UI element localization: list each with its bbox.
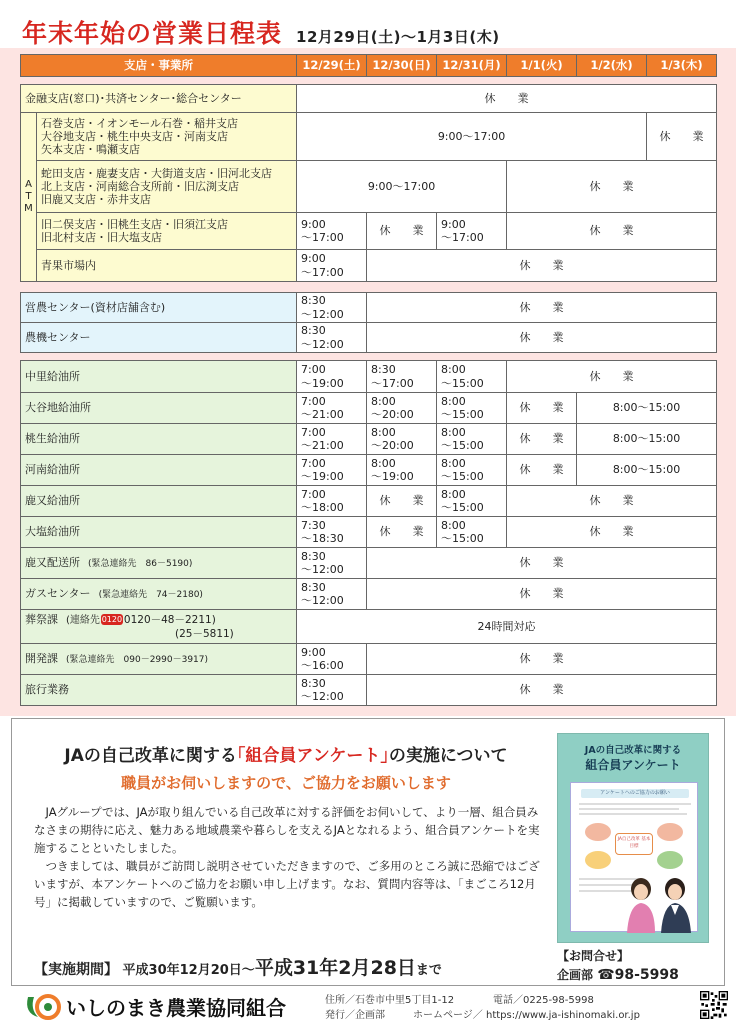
survey-poster-image: JAの自己改革に関する 組合員アンケート アンケートへのご協力のお願い JA自己改革 基本目標 <box>557 733 709 943</box>
row-oshio-closed2: 休 業 <box>507 517 717 548</box>
survey-title: JAの自己改革に関する｢組合員アンケート｣の実施について <box>64 746 508 766</box>
row-kanan-h1: 7:00 ～19:00 <box>297 455 367 486</box>
row-nakasato-closed: 休 業 <box>507 361 717 393</box>
row-oyachi-h56: 8:00～15:00 <box>577 393 717 424</box>
gas-contact: (緊急連絡先 74－2180) <box>98 590 203 601</box>
row-nakasato-name: 中里給油所 <box>21 361 297 393</box>
row-atm1-name: 石巻支店・イオンモール石巻・稲井支店 大谷地支店・桃生中央支店・河南支店 矢本支店・鳴瀬支店 <box>37 113 297 161</box>
homepage-link[interactable]: ホームページ／ https://www.ja-ishinomaki.or.jp <box>413 1010 640 1021</box>
row-kinyu-closed: 休 業 <box>297 85 717 113</box>
row-monou-h2: 8:00 ～20:00 <box>367 424 437 455</box>
survey-notice <box>11 718 725 986</box>
row-atm1-hours: 9:00～17:00 <box>297 113 647 161</box>
row-aomono-h1: 9:00 ～17:00 <box>297 250 367 282</box>
station-table <box>20 360 717 706</box>
period-text: 12月29日(土)～1月3日(木) <box>296 28 500 46</box>
row-kanomata-h1: 7:00 ～18:00 <box>297 486 367 517</box>
footer <box>0 988 736 1024</box>
row-gas-closed: 休 業 <box>367 579 717 610</box>
people-illustration <box>619 875 699 933</box>
row-kanomata-name: 鹿又給油所 <box>21 486 297 517</box>
row-nouki-h1: 8:30 ～12:00 <box>297 323 367 353</box>
row-nouki-name: 農機センター <box>21 323 297 353</box>
schedule-header <box>20 54 717 77</box>
col-header-1230: 12/30(日) <box>367 55 437 77</box>
row-oyachi-h2: 8:00 ～20:00 <box>367 393 437 424</box>
row-atm3-h3: 9:00 ～17:00 <box>437 213 507 250</box>
col-header-1231: 12/31(月) <box>437 55 507 77</box>
survey-para-1: JAグループでは、JAが取り組んでいる自己改革に対する評価をお伺いして、より一層、組合員みなさまの期待に応え、魅力ある地域農業や暮らしを支えるJAとなれるよう、組合員アンケートを実施することといたしました。 <box>34 805 540 855</box>
survey-period: 【実施期間】 平成30年12月20日～平成31年2月28日まで <box>34 957 442 979</box>
row-nakasato-h2: 8:30 ～17:00 <box>367 361 437 393</box>
row-einou-name: 営農センター(資材店舗含む) <box>21 293 297 323</box>
row-kanan-name: 河南給油所 <box>21 455 297 486</box>
survey-para-2: つきましては、職員がご訪問し説明させていただきますので、ご多用のところ誠に恐縮ではございますが、本アンケートへのご協力をお願い申し上げます。なお、質問内容等は、「まごころ12月号」に掲載していますので、ご覧願います。 <box>34 859 540 909</box>
row-haisou-name: 鹿又配送所 (緊急連絡先 86－5190) <box>21 548 297 579</box>
row-aomono-closed: 休 業 <box>367 250 717 282</box>
col-header-branch: 支店・事業所 <box>21 55 297 77</box>
row-monou-name: 桃生給油所 <box>21 424 297 455</box>
row-oshio-h1: 7:30 ～18:30 <box>297 517 367 548</box>
haisou-contact: (緊急連絡先 86－5190) <box>88 559 193 570</box>
row-oyachi-h1: 7:00 ～21:00 <box>297 393 367 424</box>
row-sousai-all: 24時間対応 <box>297 610 717 644</box>
row-oyachi-name: 大谷地給油所 <box>21 393 297 424</box>
col-header-0102: 1/2(水) <box>577 55 647 77</box>
footer-address: 住所／石巻市中里5丁目1-12 電話／0225-98-5998 発行／企画部 ホームページ／ https://www.ja-ishinomaki.or.jp <box>325 995 640 1021</box>
org-name: いしのまき農業協同組合 <box>66 995 286 1020</box>
row-nouki-closed: 休 業 <box>367 323 717 353</box>
freedial-icon: 0120 <box>101 615 123 625</box>
atm-label: A T M <box>21 113 37 282</box>
row-aomono-name: 青果市場内 <box>37 250 297 282</box>
row-atm2-name: 蛇田支店・鹿妻支店・大街道支店・旧河北支店 北上支店・河南総合支所前・旧広渕支店 旧鹿又支店・赤井支店 <box>37 161 297 213</box>
row-gas-h1: 8:30 ～12:00 <box>297 579 367 610</box>
row-einou-h1: 8:30 ～12:00 <box>297 293 367 323</box>
row-monou-h1: 7:00 ～21:00 <box>297 424 367 455</box>
row-kanomata-closed1: 休 業 <box>367 486 437 517</box>
row-kaihatsu-closed: 休 業 <box>367 644 717 675</box>
row-kanomata-h3: 8:00 ～15:00 <box>437 486 507 517</box>
survey-subtitle: 職員がお伺いしますので、ご協力をお願いします <box>121 774 451 792</box>
row-einou-closed: 休 業 <box>367 293 717 323</box>
ja-logo-icon <box>22 991 62 1021</box>
row-oshio-h3: 8:00 ～15:00 <box>437 517 507 548</box>
row-monou-h3: 8:00 ～15:00 <box>437 424 507 455</box>
row-ryokou-name: 旅行業務 <box>21 675 297 706</box>
row-kanan-closed: 休 業 <box>507 455 577 486</box>
finance-table <box>20 84 717 282</box>
row-atm3-name: 旧二俣支店・旧桃生支店・旧須江支店 旧北村支店・旧大塩支店 <box>37 213 297 250</box>
row-gas-name: ガスセンター (緊急連絡先 74－2180) <box>21 579 297 610</box>
row-atm3-closed2: 休 業 <box>507 213 717 250</box>
row-kanomata-closed2: 休 業 <box>507 486 717 517</box>
row-haisou-h1: 8:30 ～12:00 <box>297 548 367 579</box>
row-monou-closed: 休 業 <box>507 424 577 455</box>
survey-body <box>34 803 548 911</box>
inquiry-label: 【お問合せ】 <box>557 949 630 963</box>
row-monou-h56: 8:00～15:00 <box>577 424 717 455</box>
row-atm3-closed1: 休 業 <box>367 213 437 250</box>
inquiry-dept: 企画部 <box>557 968 594 982</box>
row-oshio-closed1: 休 業 <box>367 517 437 548</box>
row-nakasato-h1: 7:00 ～19:00 <box>297 361 367 393</box>
row-ryokou-h1: 8:30 ～12:00 <box>297 675 367 706</box>
qr-code-icon <box>700 991 728 1019</box>
row-atm3-h1: 9:00 ～17:00 <box>297 213 367 250</box>
row-ryokou-closed: 休 業 <box>367 675 717 706</box>
row-atm1-closed: 休 業 <box>647 113 717 161</box>
row-atm2-closed: 休 業 <box>507 161 717 213</box>
page-title: 年末年始の営業日程表 <box>22 19 283 48</box>
col-header-0103: 1/3(木) <box>647 55 717 77</box>
kaihatsu-contact: (緊急連絡先 090－2990－3917) <box>66 655 209 666</box>
row-kaihatsu-name: 開発課 (緊急連絡先 090－2990－3917) <box>21 644 297 675</box>
col-header-1229: 12/29(土) <box>297 55 367 77</box>
row-kanan-h3: 8:00 ～15:00 <box>437 455 507 486</box>
row-haisou-closed: 休 業 <box>367 548 717 579</box>
row-kaihatsu-h1: 9:00 ～16:00 <box>297 644 367 675</box>
row-oshio-name: 大塩給油所 <box>21 517 297 548</box>
col-header-0101: 1/1(火) <box>507 55 577 77</box>
ja-logo <box>22 991 286 1021</box>
inquiry-tel: ☎98-5998 <box>597 967 679 983</box>
row-kinyu-name: 金融支店(窓口)･共済センター･総合センター <box>21 85 297 113</box>
inquiry-info <box>557 947 679 983</box>
row-sousai-name: 葬祭課 (連絡先 0120 0120－48－2211) (25－5811) <box>21 610 297 644</box>
row-oyachi-h3: 8:00 ～15:00 <box>437 393 507 424</box>
row-atm2-hours: 9:00～17:00 <box>297 161 507 213</box>
row-kanan-h56: 8:00～15:00 <box>577 455 717 486</box>
einou-table <box>20 292 717 353</box>
row-kanan-h2: 8:00 ～19:00 <box>367 455 437 486</box>
page-header <box>22 14 500 48</box>
row-nakasato-h3: 8:00 ～15:00 <box>437 361 507 393</box>
row-oyachi-closed: 休 業 <box>507 393 577 424</box>
